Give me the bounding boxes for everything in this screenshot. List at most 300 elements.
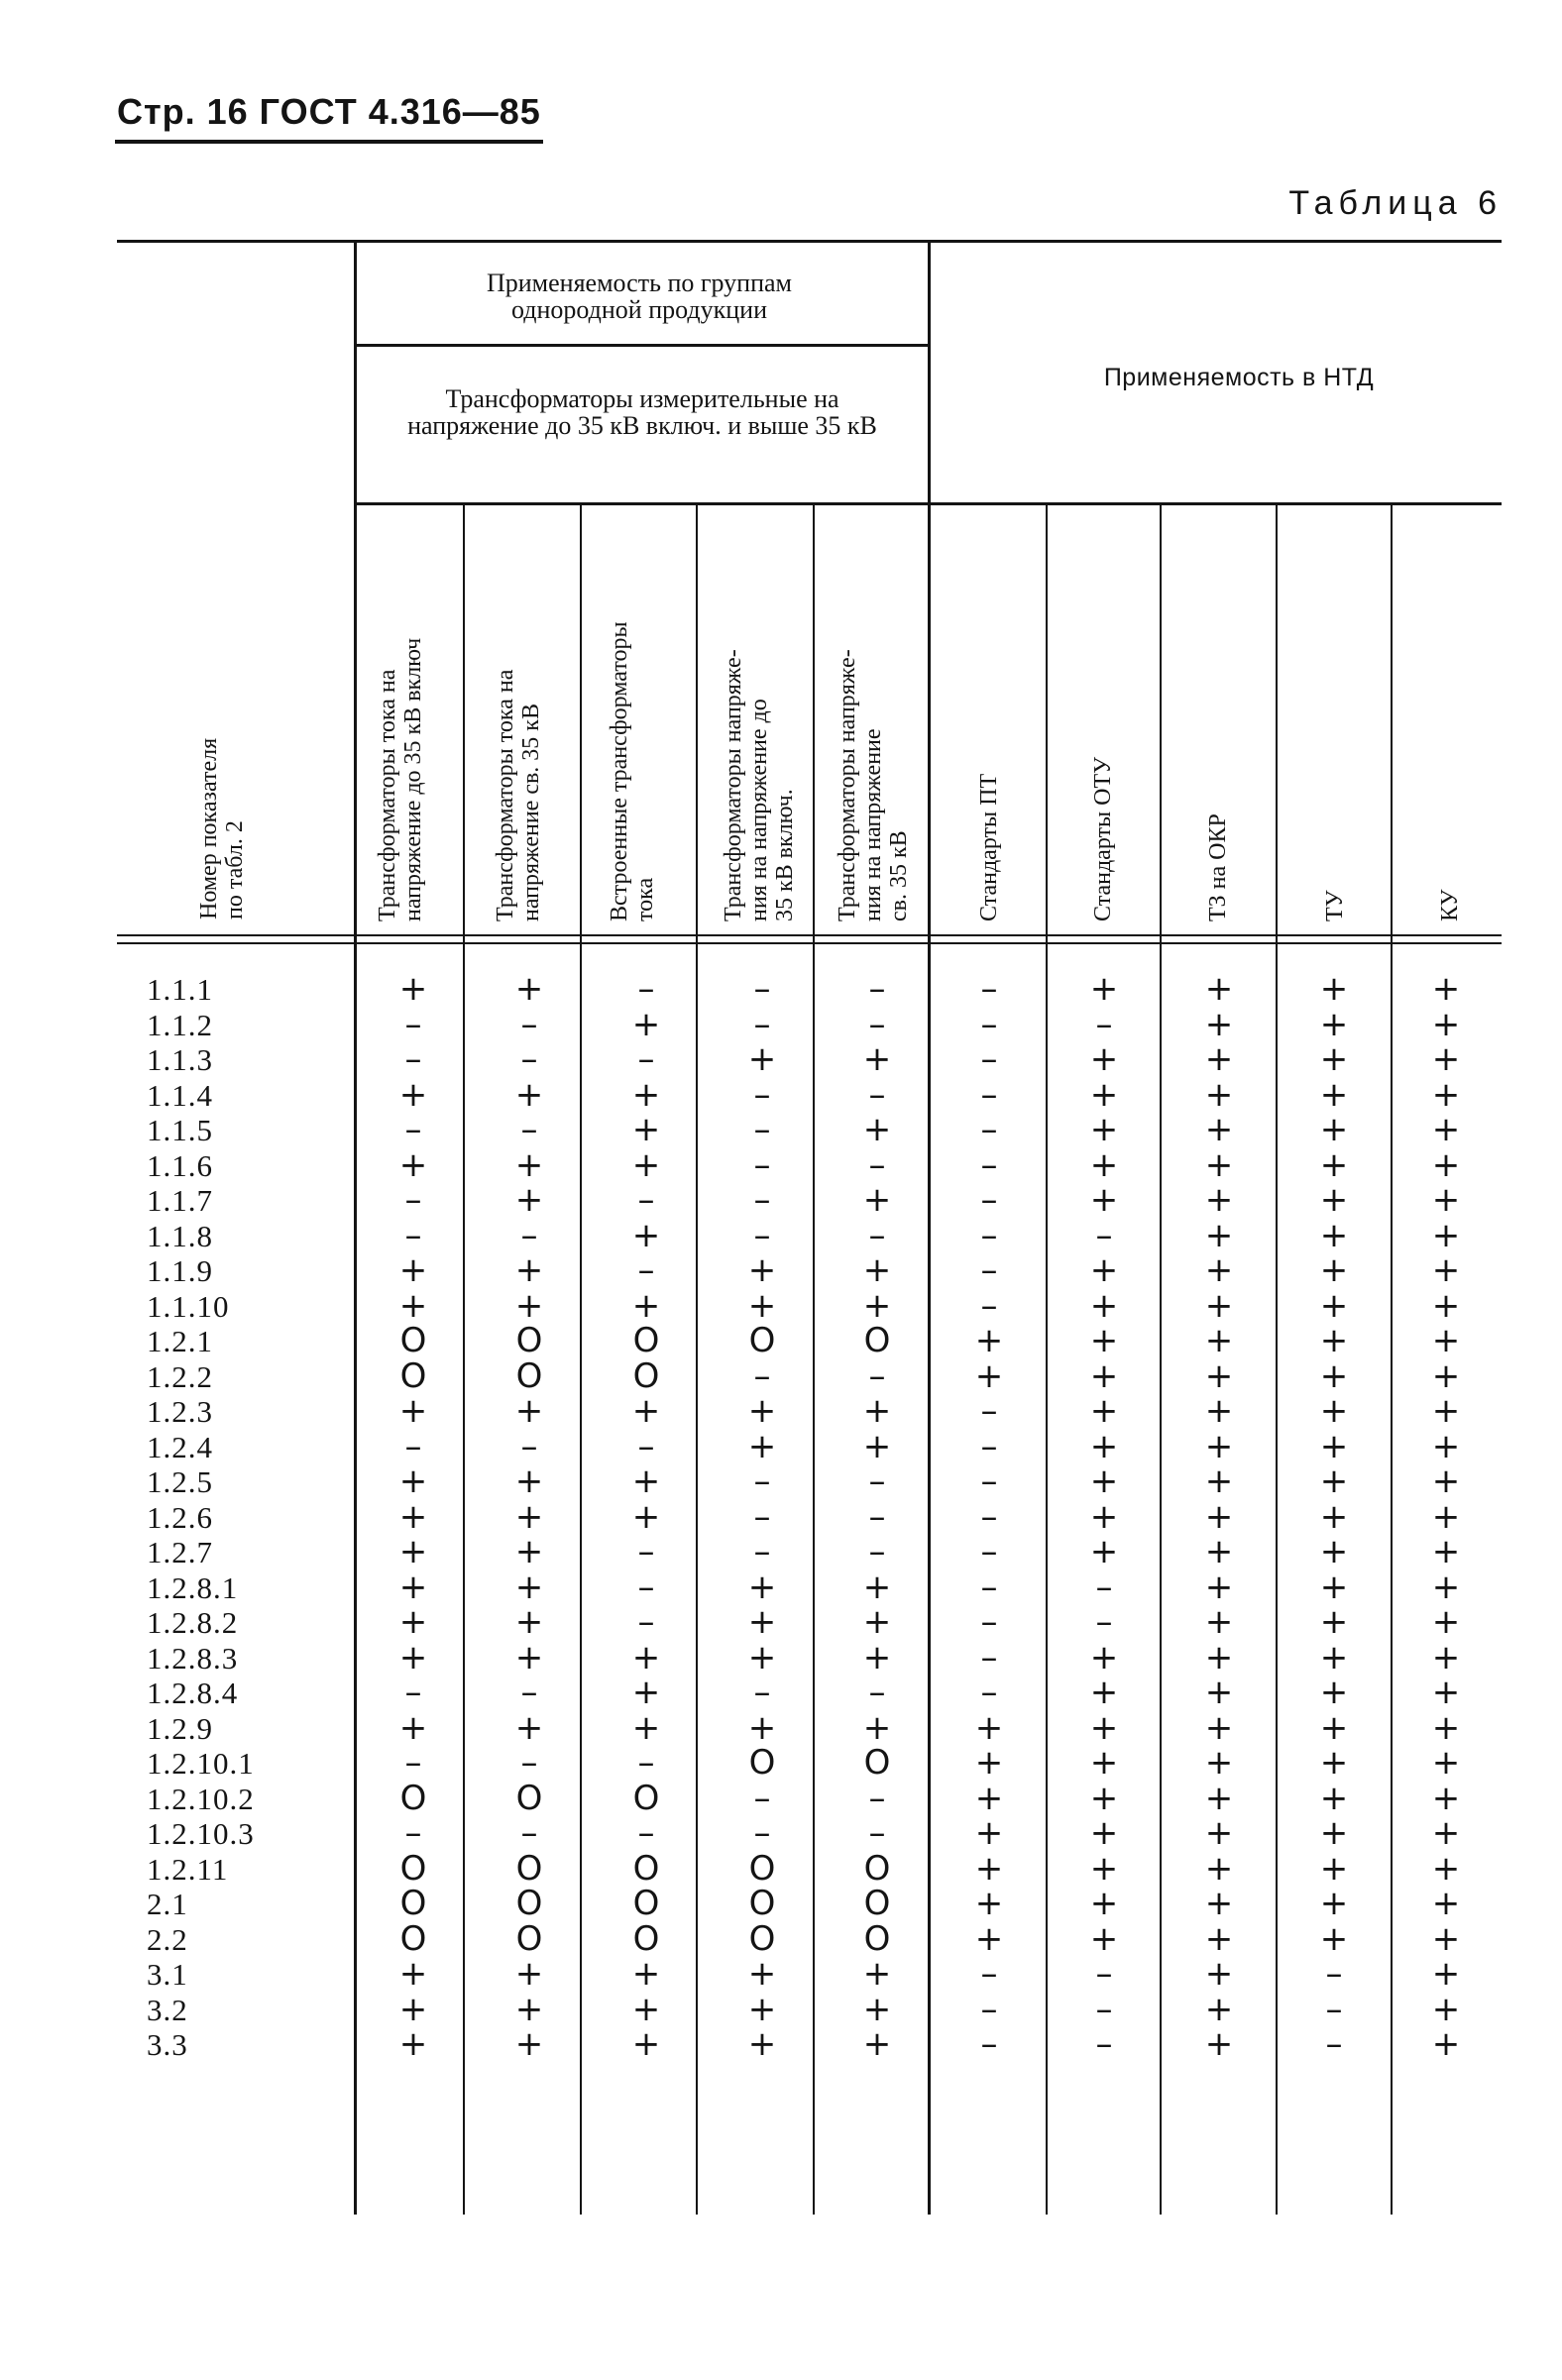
table-cell: – — [868, 1532, 886, 1571]
table-cell: + — [1089, 1250, 1119, 1290]
table-cell: + — [1319, 1813, 1349, 1853]
table-cell: – — [753, 1215, 771, 1255]
table-cell: + — [1431, 1778, 1461, 1818]
table-cell: + — [747, 1989, 777, 2029]
row-label: 1.2.9 — [147, 1710, 213, 1746]
ntd-applicability-header: Применяемость в НТД — [1103, 364, 1375, 391]
table-cell: + — [1204, 1039, 1234, 1079]
table-cell: – — [868, 1004, 886, 1044]
table-cell: + — [398, 969, 428, 1009]
row-label: 1.2.10.1 — [147, 1746, 255, 1781]
table-cell: + — [1319, 1215, 1349, 1255]
table-cell: – — [980, 969, 998, 1009]
table-cell: – — [1095, 1989, 1113, 2029]
table-cell: + — [514, 1602, 544, 1642]
table-cell: – — [980, 1144, 998, 1185]
table-cell: + — [631, 1461, 661, 1501]
row-label: 1.2.6 — [147, 1499, 213, 1535]
table-cell: + — [631, 2024, 661, 2064]
table-cell: + — [747, 1391, 777, 1431]
table-cell: + — [1204, 969, 1234, 1009]
table-cell: – — [980, 1039, 998, 1079]
table-cell: + — [1204, 1285, 1234, 1326]
table-cell: – — [980, 1250, 998, 1290]
table-cell: + — [398, 1989, 428, 2029]
table-cell: + — [1089, 1144, 1119, 1185]
table-cell: – — [520, 1110, 538, 1149]
row-label: 1.2.10.2 — [147, 1781, 255, 1816]
table-cell: + — [1319, 1778, 1349, 1818]
table-cell: + — [398, 1954, 428, 1994]
table-cell: + — [1204, 1954, 1234, 1994]
table-cell: – — [868, 1355, 886, 1396]
table-cell: O — [632, 1918, 660, 1959]
table-cell: + — [1204, 1355, 1234, 1396]
column-header-10 — [1437, 889, 1463, 921]
table-cell: + — [398, 1567, 428, 1607]
table-cell: – — [753, 1461, 771, 1501]
table-cell: + — [747, 1602, 777, 1642]
table-cell: + — [1431, 1918, 1461, 1959]
row-label: 1.2.3 — [147, 1394, 213, 1429]
table-cell: – — [404, 1743, 422, 1783]
column-header-2-line1: Трансформаторы тока на — [493, 669, 518, 921]
row-label: 1.2.8.1 — [147, 1569, 239, 1605]
vline-c8 — [1276, 505, 1278, 2215]
table-cell: – — [753, 1355, 771, 1396]
table-cell: – — [404, 1215, 422, 1255]
table-cell: – — [980, 1426, 998, 1466]
table-cell: + — [1089, 1355, 1119, 1396]
table-cell: + — [398, 1496, 428, 1537]
table-cell: – — [980, 1180, 998, 1220]
table-cell: – — [980, 1285, 998, 1326]
column-header-8-line1: ТЗ на ОКР — [1205, 813, 1231, 921]
column-header-4-line3: 35 кВ включ. — [772, 789, 798, 921]
table-cell: – — [1325, 1989, 1343, 2029]
table-cell: O — [399, 1848, 427, 1889]
table-cell: + — [514, 1496, 544, 1537]
values-column-3 — [602, 969, 691, 2064]
table-cell: + — [1319, 1004, 1349, 1044]
table-cell: O — [515, 1884, 543, 1923]
table-cell: + — [1431, 1496, 1461, 1537]
table-cell: + — [862, 1426, 892, 1466]
table-cell: – — [1095, 1567, 1113, 1607]
table-cell: – — [980, 1567, 998, 1607]
table-cell: + — [1431, 1391, 1461, 1431]
table-cell: O — [748, 1918, 776, 1959]
vline-c6 — [1046, 505, 1048, 2215]
table-cell: + — [631, 1496, 661, 1537]
column-header-3-line1: Встроенные трансформаторы — [607, 621, 632, 921]
table-cell: + — [631, 1215, 661, 1255]
table-cell: – — [637, 1426, 655, 1466]
table-cell: O — [399, 1884, 427, 1923]
row-label: 1.2.1 — [147, 1324, 213, 1358]
row-label: 1.1.4 — [147, 1077, 213, 1113]
table-cell: + — [1431, 969, 1461, 1009]
row-label: 1.1.7 — [147, 1183, 213, 1218]
table-cell: + — [514, 1074, 544, 1115]
table-cell: + — [1431, 1004, 1461, 1044]
table-cell: + — [631, 1391, 661, 1431]
table-cell: + — [1319, 1144, 1349, 1185]
table-cell: + — [862, 1567, 892, 1607]
table-cell: O — [748, 1848, 776, 1889]
table-cell: – — [980, 2024, 998, 2064]
table-cell: + — [862, 1707, 892, 1748]
table-cell: – — [753, 1004, 771, 1044]
table-cell: + — [1431, 1426, 1461, 1466]
table-cell: + — [631, 1707, 661, 1748]
table-cell: O — [863, 1848, 891, 1889]
table-cell: – — [1095, 2024, 1113, 2064]
table-cell: + — [514, 1954, 544, 1994]
column-header-2 — [493, 670, 544, 921]
column-header-6 — [976, 774, 1002, 921]
table-cell: + — [862, 1989, 892, 2029]
table-cell: + — [514, 1461, 544, 1501]
table-cell: + — [514, 2024, 544, 2064]
row-label: 1.1.9 — [147, 1253, 213, 1288]
table-cell: + — [1204, 1074, 1234, 1115]
values-column-2 — [485, 969, 574, 2064]
vline-c1 — [463, 505, 465, 2215]
column-header-5-line2: ния на напряжение — [860, 728, 886, 921]
table-cell: + — [1319, 1884, 1349, 1923]
table-cell: – — [753, 1778, 771, 1818]
table-cell: + — [1089, 1391, 1119, 1431]
table-cell: + — [974, 1355, 1004, 1396]
table-cell: + — [1204, 1004, 1234, 1044]
row-label: 3.2 — [147, 1992, 188, 2027]
table-cell: + — [1319, 1285, 1349, 1326]
table-cell: + — [747, 1039, 777, 1079]
table-cell: – — [980, 1637, 998, 1677]
table-cell: – — [980, 1004, 998, 1044]
table-cell: + — [747, 1637, 777, 1677]
table-cell: + — [1431, 1144, 1461, 1185]
table-cell: + — [747, 1954, 777, 1994]
table-cell: – — [637, 1180, 655, 1220]
table-cell: O — [515, 1321, 543, 1360]
table-cell: + — [1319, 1707, 1349, 1748]
table-cell: + — [1431, 1250, 1461, 1290]
vline-group-split — [928, 243, 931, 2215]
table-cell: + — [1089, 1637, 1119, 1677]
row-label: 1.2.2 — [147, 1358, 213, 1394]
table-cell: – — [404, 1180, 422, 1220]
table-cell: + — [1431, 1954, 1461, 1994]
table-cell: – — [520, 1039, 538, 1079]
row-label: 1.1.3 — [147, 1042, 213, 1077]
row-label: 3.3 — [147, 2027, 188, 2062]
values-column-5 — [833, 969, 922, 2064]
table-cell: + — [1204, 1144, 1234, 1185]
table-cell: O — [515, 1778, 543, 1818]
table-cell: + — [1204, 1215, 1234, 1255]
row-label: 1.2.10.3 — [147, 1816, 255, 1851]
header-bottom-rule-1 — [117, 934, 1502, 936]
table-cell: + — [1204, 1250, 1234, 1290]
column-header-5 — [835, 649, 912, 921]
table-cell: + — [1431, 1743, 1461, 1783]
table-cell: – — [637, 1567, 655, 1607]
table-cell: + — [514, 1144, 544, 1185]
values-column-8 — [1174, 969, 1264, 2064]
table-cell: + — [1204, 1567, 1234, 1607]
vline-c9 — [1391, 505, 1393, 2215]
column-header-4-line2: ния на напряжение до — [746, 699, 772, 921]
column-header-4 — [721, 649, 798, 921]
table-cell: – — [1325, 2024, 1343, 2064]
table-cell: – — [637, 1039, 655, 1079]
table-cell: + — [862, 1391, 892, 1431]
table-cell: – — [520, 1813, 538, 1853]
table-cell: + — [1204, 1180, 1234, 1220]
table-cell: + — [1431, 1707, 1461, 1748]
table-cell: – — [520, 1673, 538, 1712]
table-cell: + — [747, 1567, 777, 1607]
table-cell: + — [1431, 1567, 1461, 1607]
table-cell: + — [1089, 1110, 1119, 1149]
table-cell: + — [1319, 1180, 1349, 1220]
table-cell: + — [1204, 1532, 1234, 1571]
table-cell: + — [631, 1954, 661, 1994]
table-cell: O — [399, 1918, 427, 1959]
table-cell: – — [404, 1004, 422, 1044]
values-column-7 — [1060, 969, 1149, 2064]
table-cell: – — [404, 1813, 422, 1853]
table-cell: + — [1431, 1355, 1461, 1396]
values-column-9 — [1289, 969, 1379, 2064]
table-cell: + — [1431, 1884, 1461, 1923]
table-cell: + — [747, 1250, 777, 1290]
table-cell: + — [1204, 1673, 1234, 1712]
table-cell: + — [1089, 1496, 1119, 1537]
table-cell: + — [1204, 1918, 1234, 1959]
table-cell: – — [404, 1039, 422, 1079]
row-label: 2.1 — [147, 1887, 188, 1921]
table-cell: + — [514, 1532, 544, 1571]
row-labels — [147, 972, 255, 2063]
table-cell: + — [1431, 1321, 1461, 1360]
table-cell: + — [1319, 1250, 1349, 1290]
table-cell: + — [1319, 1461, 1349, 1501]
table-cell: + — [1204, 1426, 1234, 1466]
table-cell: + — [398, 1074, 428, 1115]
table-cell: + — [747, 1285, 777, 1326]
table-cell: + — [747, 2024, 777, 2064]
vline-c2 — [580, 505, 582, 2215]
table-cell: + — [1204, 1707, 1234, 1748]
column-header-2-line2: напряжение св. 35 кВ — [518, 703, 544, 921]
table-cell: + — [1089, 1707, 1119, 1748]
row-label: 1.1.5 — [147, 1113, 213, 1147]
table-cell: – — [868, 1778, 886, 1818]
table-cell: + — [862, 1250, 892, 1290]
table-cell: + — [631, 1144, 661, 1185]
table-cell: + — [1319, 1532, 1349, 1571]
table-cell: – — [1095, 1215, 1113, 1255]
table-cell: + — [1319, 1673, 1349, 1712]
table-cell: + — [514, 1180, 544, 1220]
table-cell: + — [747, 1707, 777, 1748]
table-cell: + — [1319, 1391, 1349, 1431]
table-cell: + — [974, 1707, 1004, 1748]
table-cell: + — [514, 1285, 544, 1326]
table-cell: + — [1319, 1602, 1349, 1642]
table-cell: O — [632, 1884, 660, 1923]
table-cell: + — [1319, 1496, 1349, 1537]
table-cell: + — [1431, 1989, 1461, 2029]
table-cell: + — [631, 1673, 661, 1712]
row-label: 1.2.8.2 — [147, 1605, 239, 1640]
table-cell: + — [1204, 2024, 1234, 2064]
table-cell: + — [398, 1602, 428, 1642]
table-cell: – — [980, 1673, 998, 1712]
table-cell: O — [632, 1321, 660, 1360]
column-header-5-line1: Трансформаторы напряже- — [835, 649, 860, 921]
row-label: 1.2.8.3 — [147, 1640, 239, 1676]
table-cell: + — [514, 1567, 544, 1607]
table-cell: + — [974, 1778, 1004, 1818]
row-label: 1.1.1 — [147, 972, 213, 1007]
table-cell: + — [1089, 1848, 1119, 1889]
vline-c7 — [1160, 505, 1162, 2215]
table-cell: + — [398, 1461, 428, 1501]
table-cell: + — [1319, 1321, 1349, 1360]
vline-c4 — [813, 505, 815, 2215]
page-header-rule — [115, 140, 543, 144]
table-cell: + — [631, 1637, 661, 1677]
table-cell: + — [1319, 1426, 1349, 1466]
group-applicability-header: Применяемость по группам однородной продукции — [486, 269, 792, 324]
table-cell: + — [514, 969, 544, 1009]
table-cell: + — [1319, 1743, 1349, 1783]
table-cell: + — [1089, 1532, 1119, 1571]
table-cell: + — [1431, 1532, 1461, 1571]
table-cell: + — [1089, 1321, 1119, 1360]
table-cell: O — [863, 1884, 891, 1923]
header-bottom-rule-2 — [117, 942, 1502, 944]
table-cell: + — [974, 1743, 1004, 1783]
table-cell: O — [399, 1321, 427, 1360]
table-cell: + — [631, 1074, 661, 1115]
row-label: 1.2.8.4 — [147, 1676, 239, 1710]
table-cell: O — [515, 1355, 543, 1396]
column-header-9-line1: ТУ — [1322, 890, 1348, 921]
table-cell: + — [1089, 1461, 1119, 1501]
table-cell: + — [1089, 1743, 1119, 1783]
table-cell: – — [404, 1110, 422, 1149]
table-cell: + — [862, 1110, 892, 1149]
values-column-10 — [1401, 969, 1491, 2064]
table-cell: O — [515, 1848, 543, 1889]
table-cell: + — [514, 1391, 544, 1431]
table-cell: – — [868, 969, 886, 1009]
table-cell: – — [753, 1532, 771, 1571]
table-cell: – — [753, 1813, 771, 1853]
table-cell: – — [1095, 1954, 1113, 1994]
table-cell: + — [1319, 1110, 1349, 1149]
table-cell: + — [1319, 1074, 1349, 1115]
row-label-header-line1: Номер показателя — [196, 737, 222, 920]
table-cell: + — [1319, 1637, 1349, 1677]
table-cell: + — [974, 1918, 1004, 1959]
table-cell: – — [637, 1250, 655, 1290]
table-cell: O — [632, 1848, 660, 1889]
group-header-rule — [355, 344, 928, 347]
product-group-header: Трансформаторы измерительные на напряжение до 35 кВ включ. и выше 35 кВ — [407, 384, 877, 440]
row-label-column-header — [196, 738, 248, 920]
table-cell: – — [637, 1813, 655, 1853]
table-cell: + — [1319, 1039, 1349, 1079]
table-cell: + — [1204, 1602, 1234, 1642]
values-column-1 — [369, 969, 458, 2064]
table-cell: + — [631, 1285, 661, 1326]
table-cell: – — [868, 1813, 886, 1853]
column-header-1-line1: Трансформаторы тока на — [375, 669, 400, 921]
table-cell: + — [1204, 1848, 1234, 1889]
table-cell: + — [1204, 1110, 1234, 1149]
table-cell: + — [974, 1813, 1004, 1853]
table-cell: – — [868, 1074, 886, 1115]
table-cell: – — [753, 969, 771, 1009]
table-cell: + — [1089, 1074, 1119, 1115]
table-cell: + — [1319, 1355, 1349, 1396]
table-cell: – — [520, 1215, 538, 1255]
table-cell: – — [637, 1743, 655, 1783]
table-cell: – — [520, 1004, 538, 1044]
column-header-3-line2: тока — [632, 877, 658, 921]
table-cell: O — [748, 1884, 776, 1923]
table-cell: + — [398, 1391, 428, 1431]
table-cell: + — [1204, 1989, 1234, 2029]
table-cell: – — [980, 1532, 998, 1571]
table-cell: + — [1431, 1637, 1461, 1677]
row-label: 3.1 — [147, 1957, 188, 1992]
table-cell: + — [862, 1180, 892, 1220]
table-cell: + — [1431, 1039, 1461, 1079]
table-cell: + — [398, 1250, 428, 1290]
table-cell: – — [868, 1673, 886, 1712]
table-cell: – — [753, 1074, 771, 1115]
table-cell: – — [980, 1954, 998, 1994]
table-cell: – — [753, 1110, 771, 1149]
table-cell: + — [1319, 1848, 1349, 1889]
table-cell: + — [974, 1848, 1004, 1889]
table-cell: – — [1095, 1602, 1113, 1642]
table-cell: + — [862, 1285, 892, 1326]
table-cell: + — [1089, 1778, 1119, 1818]
table-cell: O — [863, 1321, 891, 1360]
table-cell: + — [1089, 969, 1119, 1009]
column-header-7 — [1090, 757, 1116, 921]
row-label: 1.2.7 — [147, 1535, 213, 1569]
table-cell: + — [514, 1637, 544, 1677]
table-cell: + — [1089, 1039, 1119, 1079]
table-cell: + — [1319, 969, 1349, 1009]
table-cell: O — [399, 1778, 427, 1818]
table-cell: + — [398, 1532, 428, 1571]
column-header-10-line1: КУ — [1437, 889, 1463, 921]
table-cell: + — [1089, 1918, 1119, 1959]
values-column-6 — [945, 969, 1034, 2064]
row-label: 2.2 — [147, 1921, 188, 1957]
table-cell: + — [1204, 1321, 1234, 1360]
